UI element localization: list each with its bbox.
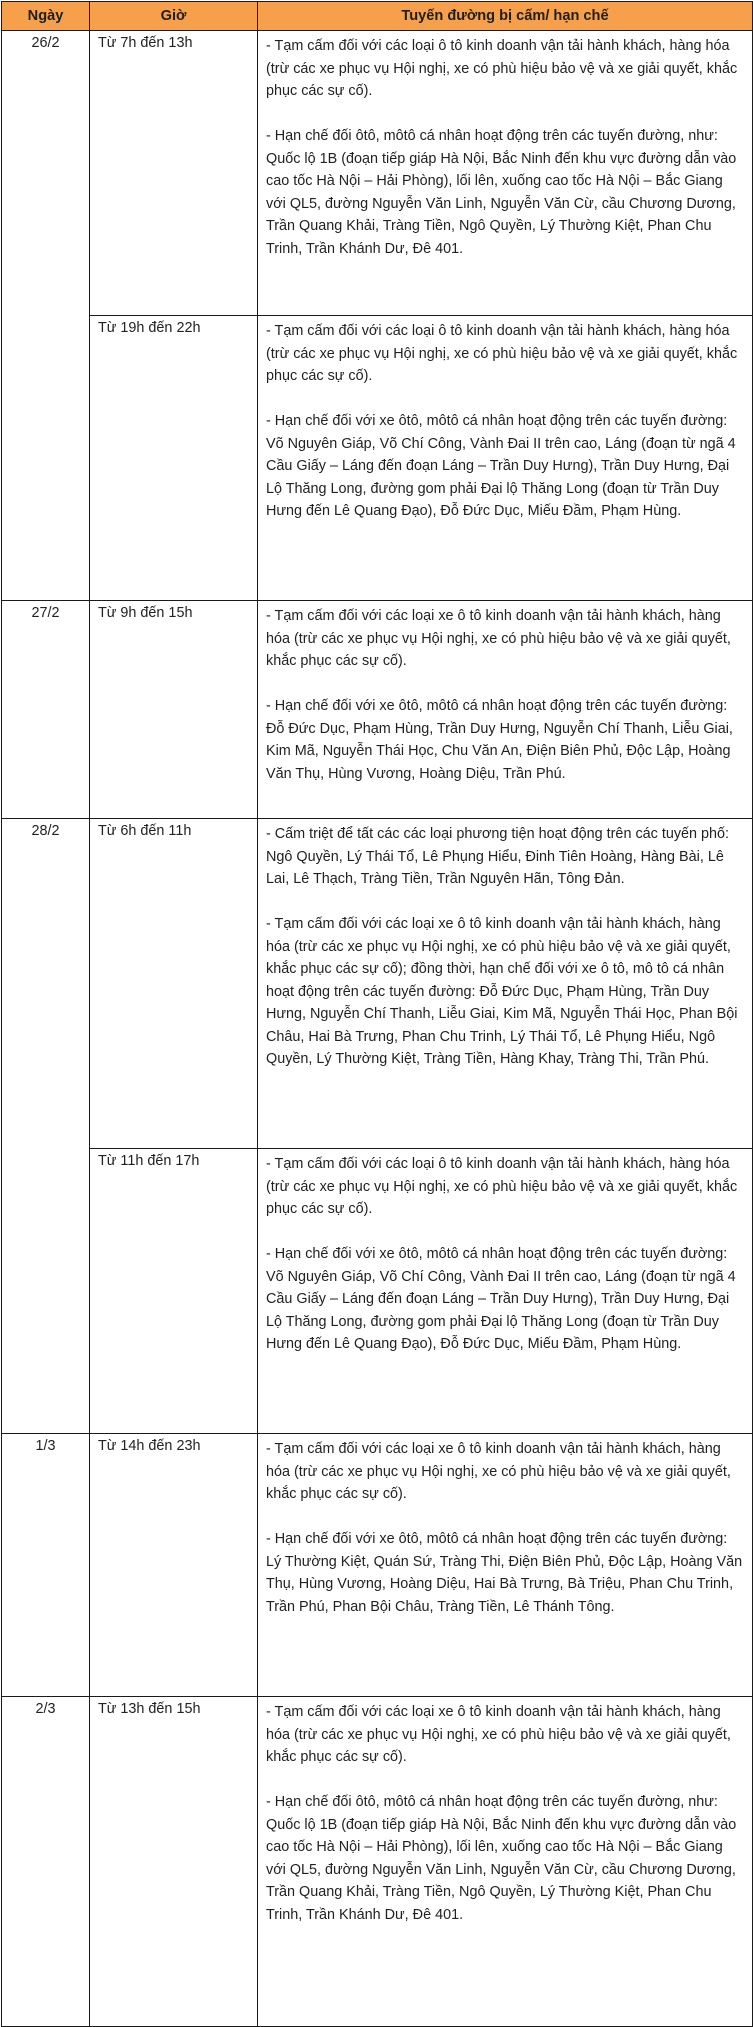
restriction-paragraph: - Hạn chế đối với xe ôtô, môtô cá nhân hoạt động trên các tuyến đường: Lý Thường Kiệt, Quán Sứ, Tràng Thi, Điện Biên Phủ, Độc Lập, Hoàng Văn Thụ, Hùng Vương, Hoàng Diệu, Hai Bà Trưng, Bà Triệu, Phan Chu Trinh, Trần Phú, Phan Bội Châu, Tràng Tiền, Lê Thánh Tông.	[266, 1531, 743, 1615]
time-cell: Từ 11h đến 17h	[90, 1149, 258, 1434]
date-cell: 1/3	[2, 1434, 90, 1697]
date-cell: 2/3	[2, 1697, 90, 2027]
routes-cell	[258, 1149, 753, 1434]
table-row	[2, 819, 753, 1149]
table-row	[2, 601, 753, 819]
road-restriction-table	[1, 1, 753, 2027]
routes-cell	[258, 819, 753, 1149]
time-cell: Từ 14h đến 23h	[90, 1434, 258, 1697]
routes-cell	[258, 31, 753, 316]
restriction-paragraph: - Hạn chế đối ôtô, môtô cá nhân hoạt động trên các tuyến đường, như: Quốc lộ 1B (đoạn tiếp giáp Hà Nội, Bắc Ninh đến khu vực đường dẫn vào cao tốc Hà Nội – Hải Phòng), lối lên, xuống cao tốc Hà Nội – Bắc Giang với QL5, đường Nguyễn Văn Linh, Nguyễn Văn Cừ, cầu Chương Dương, Trần Quang Khải, Tràng Tiền, Ngô Quyền, Lý Thường Kiệt, Phan Chu Trinh, Trần Khánh Dư, Đê 401.	[266, 128, 737, 257]
time-cell: Từ 7h đến 13h	[90, 31, 258, 316]
time-cell: Từ 9h đến 15h	[90, 601, 258, 819]
header-row	[2, 2, 753, 31]
table-row	[2, 316, 753, 601]
time-cell: Từ 6h đến 11h	[90, 819, 258, 1149]
restriction-paragraph: - Hạn chế đối với xe ôtô, môtô cá nhân hoạt động trên các tuyến đường: Võ Nguyên Giáp, Võ Chí Công, Vành Đai II trên cao, Láng (đoạn từ ngã 4 Cầu Giấy – Láng đến đoạn Láng – Trần Duy Hưng), Trần Duy Hưng, Đại Lộ Thăng Long, đường gom phải Đại lộ Thăng Long (đoạn từ Trần Duy Hưng đến Lê Quang Đạo), Đỗ Đức Dục, Miếu Đầm, Phạm Hùng.	[266, 1246, 736, 1352]
restriction-paragraph: - Hạn chế đối với xe ôtô, môtô cá nhân hoạt động trên các tuyến đường: Đỗ Đức Dục, Phạm Hùng, Trần Duy Hưng, Nguyễn Chí Thanh, Liễu Giai, Kim Mã, Nguyễn Thái Học, Chu Văn An, Điện Biên Phủ, Độc Lập, Hoàng Văn Thụ, Hùng Vương, Hoàng Diệu, Trần Phú.	[266, 698, 733, 782]
date-cell: 27/2	[2, 601, 90, 819]
time-cell: Từ 13h đến 15h	[90, 1697, 258, 2027]
restriction-paragraph: - Hạn chế đối ôtô, môtô cá nhân hoạt động trên các tuyến đường, như: Quốc lộ 1B (đoạn tiếp giáp Hà Nội, Bắc Ninh đến khu vực đường dẫn vào cao tốc Hà Nội – Hải Phòng), lối lên, xuống cao tốc Hà Nội – Bắc Giang với QL5, đường Nguyễn Văn Linh, Nguyễn Văn Cừ, cầu Chương Dương, Trần Quang Khải, Tràng Tiền, Ngô Quyền, Lý Thường Kiệt, Phan Chu Trinh, Trần Khánh Dư, Đê 401.	[266, 1794, 737, 1923]
restriction-paragraph: - Tạm cấm đối với các loại ô tô kinh doanh vận tải hành khách, hàng hóa (trừ các xe phục vụ Hội nghị, xe có phù hiệu bảo vệ và xe giải quyết, khắc phục các sự cố).	[266, 323, 738, 384]
table-row	[2, 1697, 753, 2027]
date-cell: 26/2	[2, 31, 90, 601]
header-time: Giờ	[90, 2, 258, 31]
date-cell: 28/2	[2, 819, 90, 1434]
table-row	[2, 31, 753, 316]
header-date: Ngày	[2, 2, 90, 31]
restriction-paragraph: - Tạm cấm đối với các loại ô tô kinh doanh vận tải hành khách, hàng hóa (trừ các xe phục vụ Hội nghị, xe có phù hiệu bảo vệ và xe giải quyết, khắc phục các sự cố).	[266, 1156, 738, 1217]
restriction-paragraph: - Hạn chế đối với xe ôtô, môtô cá nhân hoạt động trên các tuyến đường: Võ Nguyên Giáp, Võ Chí Công, Vành Đai II trên cao, Láng (đoạn từ ngã 4 Cầu Giấy – Láng đến đoạn Láng – Trần Duy Hưng), Trần Duy Hưng, Đại Lộ Thăng Long, đường gom phải Đại lộ Thăng Long (đoạn từ Trần Duy Hưng đến Lê Quang Đạo), Đỗ Đức Dục, Miếu Đầm, Phạm Hùng.	[266, 413, 736, 519]
restriction-paragraph: - Tạm cấm đối với các loại xe ô tô kinh doanh vận tải hành khách, hàng hóa (trừ các xe phục vụ Hội nghị, xe có phù hiệu bảo vệ và xe giải quyết, khắc phục các sự cố); đồng thời, hạn chế đối với xe ô tô, mô tô cá nhân hoạt động trên các tuyến đường: Đỗ Đức Dục, Phạm Hùng, Trần Duy Hưng, Nguyễn Chí Thanh, Liễu Giai, Kim Mã, Nguyễn Thái Học, Phan Bội Châu, Hai Bà Trưng, Phan Chu Trinh, Lý Thái Tổ, Lê Phụng Hiểu, Ngô Quyền, Lý Thường Kiệt, Tràng Tiền, Hàng Khay, Tràng Thi, Trần Phú.	[266, 916, 738, 1067]
time-cell: Từ 19h đến 22h	[90, 316, 258, 601]
routes-cell	[258, 1434, 753, 1697]
restriction-paragraph: - Tạm cấm đối với các loại xe ô tô kinh doanh vận tải hành khách, hàng hóa (trừ các xe phục vụ Hội nghị, xe có phù hiệu bảo vệ và xe giải quyết, khắc phục các sự cố).	[266, 1704, 731, 1765]
table-row	[2, 1434, 753, 1697]
header-routes: Tuyến đường bị cấm/ hạn chế	[258, 2, 753, 31]
routes-cell	[258, 1697, 753, 2027]
restriction-paragraph: - Tạm cấm đối với các loại ô tô kinh doanh vận tải hành khách, hàng hóa (trừ các xe phục vụ Hội nghị, xe có phù hiệu bảo vệ và xe giải quyết, khắc phục các sự cố).	[266, 38, 738, 99]
routes-cell	[258, 601, 753, 819]
restriction-paragraph: - Cấm triệt để tất các các loại phương tiện hoạt động trên các tuyến phố: Ngô Quyền, Lý Thái Tổ, Lê Phụng Hiểu, Đinh Tiên Hoàng, Hàng Bài, Lê Lai, Lê Thạch, Tràng Tiền, Trần Nguyên Hãn, Tông Đản.	[266, 826, 730, 887]
restriction-paragraph: - Tạm cấm đối với các loại xe ô tô kinh doanh vận tải hành khách, hàng hóa (trừ các xe phục vụ Hội nghị, xe có phù hiệu bảo vệ và xe giải quyết, khắc phục các sự cố).	[266, 1441, 731, 1502]
restriction-paragraph: - Tạm cấm đối với các loại xe ô tô kinh doanh vận tải hành khách, hàng hóa (trừ các xe phục vụ Hội nghị, xe có phù hiệu bảo vệ và xe giải quyết, khắc phục các sự cố).	[266, 608, 731, 669]
table-body	[2, 31, 753, 2027]
table-row	[2, 1149, 753, 1434]
routes-cell	[258, 316, 753, 601]
